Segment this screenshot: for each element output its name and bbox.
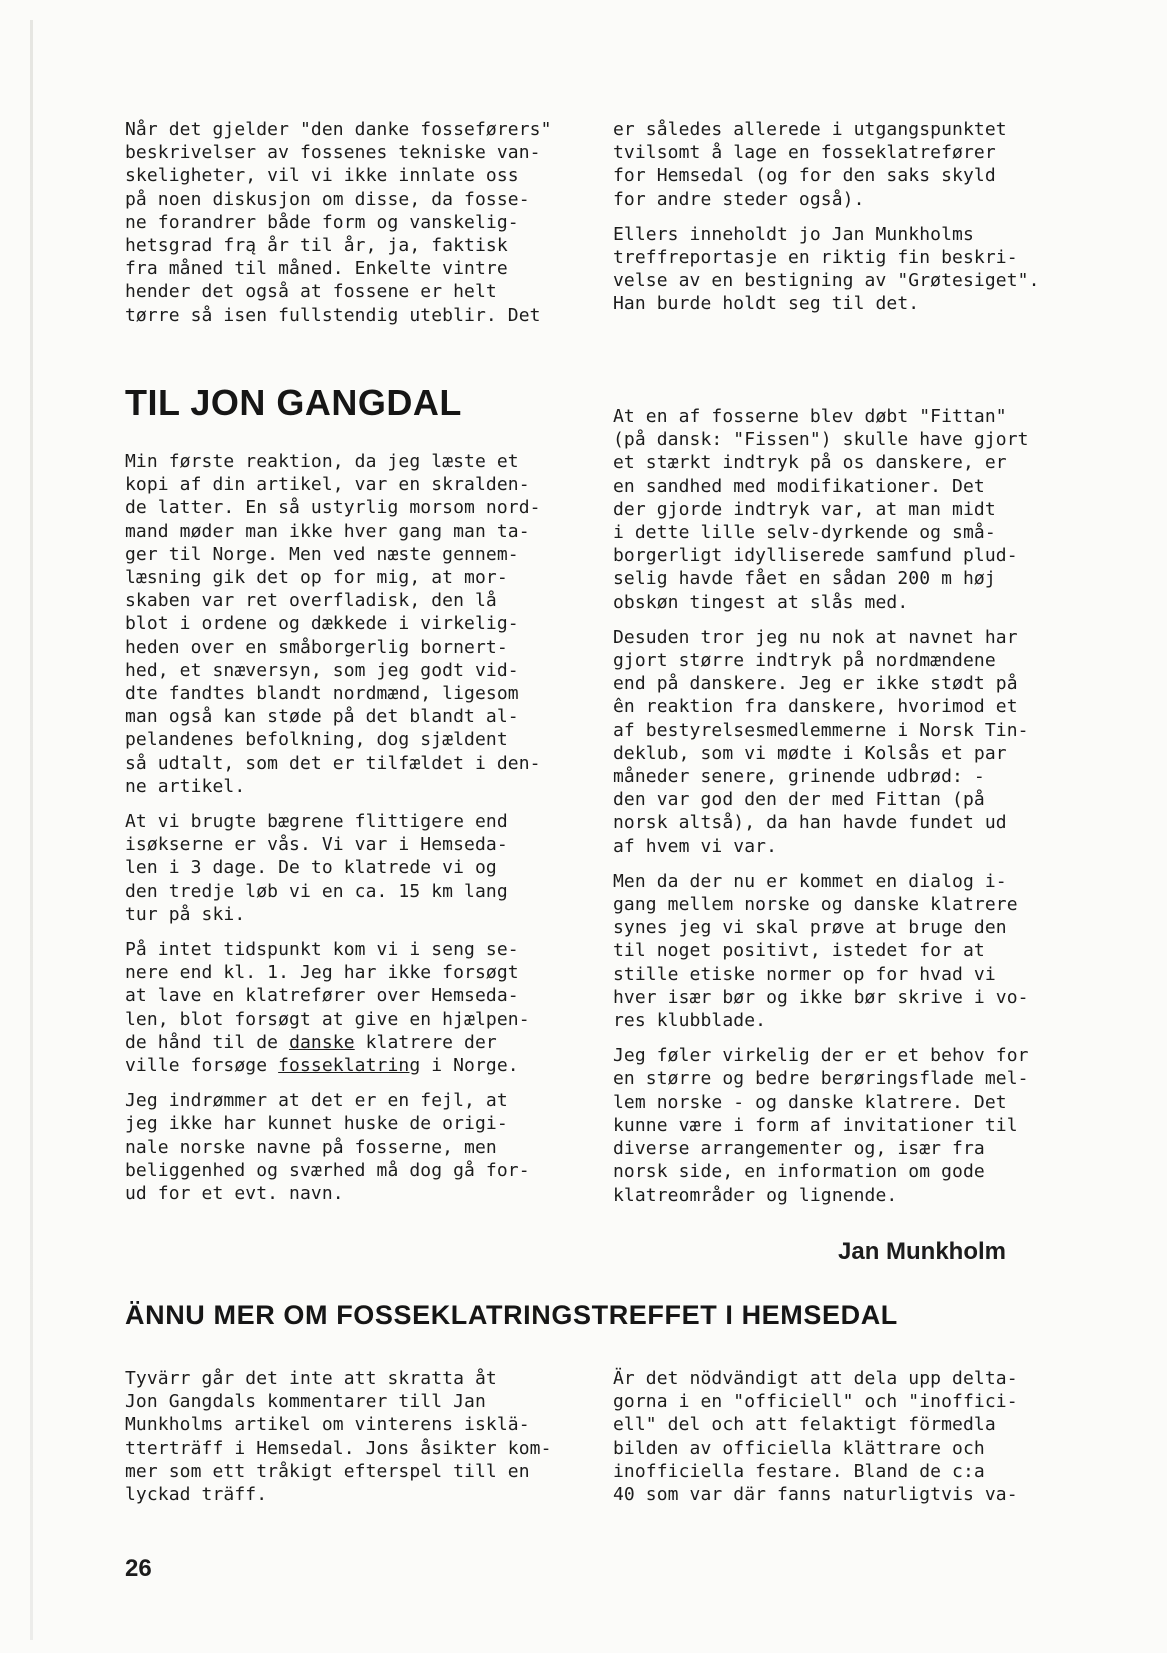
text-line: den var god den der med Fittan (på: [613, 789, 985, 811]
text-line: for Hemsedal (og for den saks skyld: [613, 165, 996, 187]
text-line: måneder senere, grinende udbrød: -: [613, 766, 985, 788]
text-line: 40 som var där fanns naturligtvis va-: [613, 1484, 1018, 1506]
text-line: for andre steder også).: [613, 188, 865, 210]
article2-right-column: [613, 1367, 1093, 1518]
page-edge-shadow: [30, 20, 33, 1640]
top-right-paragraph-1: [613, 118, 1083, 211]
text-line: hed, et snæversyn, som jeg godt vid-: [125, 659, 519, 681]
text-line: ên reaktion fra danskere, hvorimod et: [613, 696, 1018, 718]
text-line: Han burde holdt seg til det.: [613, 293, 920, 315]
text-line: bilden av officiella klättrare och: [613, 1437, 985, 1459]
text-line: ne forandrer både form og vanskelig-: [125, 211, 519, 233]
text-line: skeligheter, vil vi ikke innlate oss: [125, 165, 519, 187]
text-line: tørre så isen fullstendig uteblir. Det: [125, 304, 541, 326]
text-line: tvilsomt å lage en fosseklatrefører: [613, 142, 996, 164]
text-line: hver især bør og ikke bør skrive i vo-: [613, 986, 1029, 1008]
article1-left-paragraph-4: [125, 1089, 595, 1205]
article1-right-paragraph-1: [613, 405, 1093, 614]
text-line: lem norske - og danske klatrere. Det: [613, 1091, 1007, 1113]
text-line: At vi brugte bægrene flittigere end: [125, 811, 508, 833]
article1-right-paragraph-2: [613, 626, 1093, 858]
text-line: de latter. En så ustyrlig morsom nord-: [125, 497, 541, 519]
text-line: len, blot forsøgt at give en hjælpen-: [125, 1008, 530, 1030]
underlined-word-danske: danske: [289, 1031, 355, 1053]
text-line: et stærkt indtryk på os danskere, er: [613, 452, 1007, 474]
article1-right-paragraph-3: [613, 870, 1093, 1032]
text-line: selig havde fået en sådan 200 m høj: [613, 568, 996, 590]
text-line: ud for et evt. navn.: [125, 1183, 344, 1205]
text-line: blot i ordene og dækkede i virkelig-: [125, 613, 519, 635]
text-line: deklub, som vi mødte i Kolsås et par: [613, 742, 1007, 764]
text-line: der gjorde indtryk var, at man midt: [613, 498, 996, 520]
article1-left-paragraph-1: [125, 450, 595, 798]
text-line: i dette lille selv-dyrkende og små-: [613, 522, 996, 544]
text-line: obskøn tingest at slås med.: [613, 591, 909, 613]
text-line: ger til Norge. Men ved næste gennem-: [125, 543, 519, 565]
text-line: den tredje løb vi en ca. 15 km lang: [125, 880, 508, 902]
text-line: er således allerede i utgangspunktet: [613, 119, 1007, 140]
article1-left-paragraph-3: [125, 938, 595, 1077]
text-line: diverse arrangementer og, især fra: [613, 1138, 985, 1160]
text-line: Når det gjelder "den danke fosseførers": [125, 119, 552, 140]
text-line: fra måned til måned. Enkelte vintre: [125, 258, 508, 280]
article1-right-column: [613, 405, 1093, 1219]
page-number: 26: [125, 1555, 152, 1582]
text-line: beliggenhed og sværhed må dog gå for-: [125, 1159, 530, 1181]
text-line: hender det også at fossene er helt: [125, 281, 497, 303]
text-line: nere end kl. 1. Jeg har ikke forsøgt: [125, 962, 519, 984]
text-line: kopi af din artikel, var en skralden-: [125, 474, 530, 496]
article2-left-column: [125, 1367, 595, 1518]
text-line: ne artikel.: [125, 775, 246, 797]
text-line: mand møder man ikke hver gang man ta-: [125, 520, 530, 542]
article1-left-column: [125, 450, 595, 1217]
text-line: en større og bedre berøringsflade mel-: [613, 1068, 1029, 1090]
article2-right-paragraph: [613, 1367, 1093, 1506]
text-line: tur på ski.: [125, 903, 246, 925]
text-line: gorna i en "officiell" och "inoffici-: [613, 1391, 1018, 1413]
text-line: norsk side, en information om gode: [613, 1161, 985, 1183]
text-line: af bestyrelsesmedlemmerne i Norsk Tin-: [613, 719, 1029, 741]
text-line: synes jeg vi skal prøve at bruge den: [613, 917, 1007, 939]
article2-left-paragraph: [125, 1367, 595, 1506]
author-signature: Jan Munkholm: [838, 1238, 1007, 1265]
text-line: hetsgrad frą år til år, ja, faktisk: [125, 235, 508, 257]
text-line: norsk altså), da han havde fundet ud: [613, 812, 1007, 834]
article1-left-paragraph-2: [125, 810, 595, 926]
text-line: på noen diskusjon om disse, da fosse-: [125, 188, 530, 210]
text-line: kunne være i form af invitationer til: [613, 1114, 1018, 1136]
text-line: Jon Gangdals kommentarer till Jan: [125, 1391, 486, 1413]
text-run: klatrere der: [354, 1031, 497, 1053]
text-run: ville forsøge: [125, 1055, 279, 1077]
text-line: skaben var ret overfladisk, den lå: [125, 590, 497, 612]
text-line: til noget positivt, istedet for at: [613, 940, 985, 962]
text-run: i Norge.: [420, 1055, 519, 1077]
text-line: klatreområder og lignende.: [613, 1184, 898, 1206]
top-right-column: [613, 118, 1083, 328]
text-line: Desuden tror jeg nu nok at navnet har: [613, 626, 1018, 648]
text-line: At en af fosserne blev døbt "Fittan": [613, 406, 1007, 427]
text-line: ell" del och att felaktigt förmedla: [613, 1414, 996, 1436]
text-line: heden over en småborgerlig bornert-: [125, 636, 508, 658]
text-line: Ellers inneholdt jo Jan Munkholms: [613, 223, 974, 245]
text-line: Men da der nu er kommet en dialog i-: [613, 870, 1007, 892]
text-line: Jeg indrømmer at det er en fejl, at: [125, 1090, 508, 1112]
text-line: gjort større indtryk på nordmændene: [613, 650, 996, 672]
text-line: treffreportasje en riktig fin beskri-: [613, 247, 1018, 269]
text-line: læsning gik det op for mig, at mor-: [125, 567, 508, 589]
text-line: en sandhed med modifikationer. Det: [613, 475, 985, 497]
text-line: gang mellem norske og danske klatrere: [613, 894, 1018, 916]
text-line: af hvem vi var.: [613, 835, 778, 857]
text-line: at lave en klatrefører over Hemseda-: [125, 985, 519, 1007]
top-left-paragraph: [125, 118, 585, 327]
text-line: nale norske navne på fosserne, men: [125, 1136, 497, 1158]
top-right-paragraph-2: [613, 223, 1083, 316]
text-line: (på dansk: "Fissen") skulle have gjort: [613, 429, 1029, 451]
text-line: res klubblade.: [613, 1010, 767, 1032]
underlined-word-fosseklatring: fosseklatring: [278, 1055, 421, 1077]
text-line: len i 3 dage. De to klatrede vi og: [125, 857, 497, 879]
text-line: så udtalt, som det er tilfældet i den-: [125, 752, 541, 774]
text-line: borgerligt idylliserede samfund plud-: [613, 545, 1018, 567]
text-line: jeg ikke har kunnet huske de origi-: [125, 1113, 508, 1135]
text-line: tterträff i Hemsedal. Jons åsikter kom-: [125, 1437, 552, 1459]
text-line: lyckad träff.: [125, 1484, 268, 1506]
text-line: pelandenes befolkning, dog sjældent: [125, 729, 508, 751]
text-line: Jeg føler virkelig der er et behov for: [613, 1045, 1029, 1067]
text-line: velse av en bestigning av "Grøtesiget".: [613, 270, 1040, 292]
top-left-column: [125, 118, 585, 339]
text-line: beskrivelser av fossenes tekniske van-: [125, 142, 541, 164]
text-line: inofficiella festare. Bland de c:a: [613, 1460, 985, 1482]
text-line: Är det nödvändigt att dela upp delta-: [613, 1368, 1018, 1389]
text-line: end på danskere. Jeg er ikke stødt på: [613, 673, 1018, 695]
article-heading-annu-mer: ÄNNU MER OM FOSSEKLATRINGSTREFFET I HEMSEDAL: [125, 1300, 898, 1330]
text-line: mer som ett tråkigt efterspel till en: [125, 1460, 530, 1482]
text-line: stille etiske normer op for hvad vi: [613, 963, 996, 985]
text-line: Tyvärr går det inte att skratta åt: [125, 1368, 497, 1389]
text-line: man også kan støde på det blandt al-: [125, 706, 519, 728]
text-run: de hånd til de: [125, 1031, 290, 1053]
text-line: På intet tidspunkt kom vi i seng se-: [125, 939, 519, 961]
article-heading-til-jon-gangdal: TIL JON GANGDAL: [125, 382, 462, 423]
text-line: Munkholms artikel om vinterens isklä-: [125, 1414, 530, 1436]
text-line: isøkserne er vås. Vi var i Hemseda-: [125, 834, 508, 856]
text-line: Min første reaktion, da jeg læste et: [125, 451, 519, 472]
article1-right-paragraph-4: [613, 1044, 1093, 1206]
text-line: dte fandtes blandt nordmænd, ligesom: [125, 683, 519, 705]
